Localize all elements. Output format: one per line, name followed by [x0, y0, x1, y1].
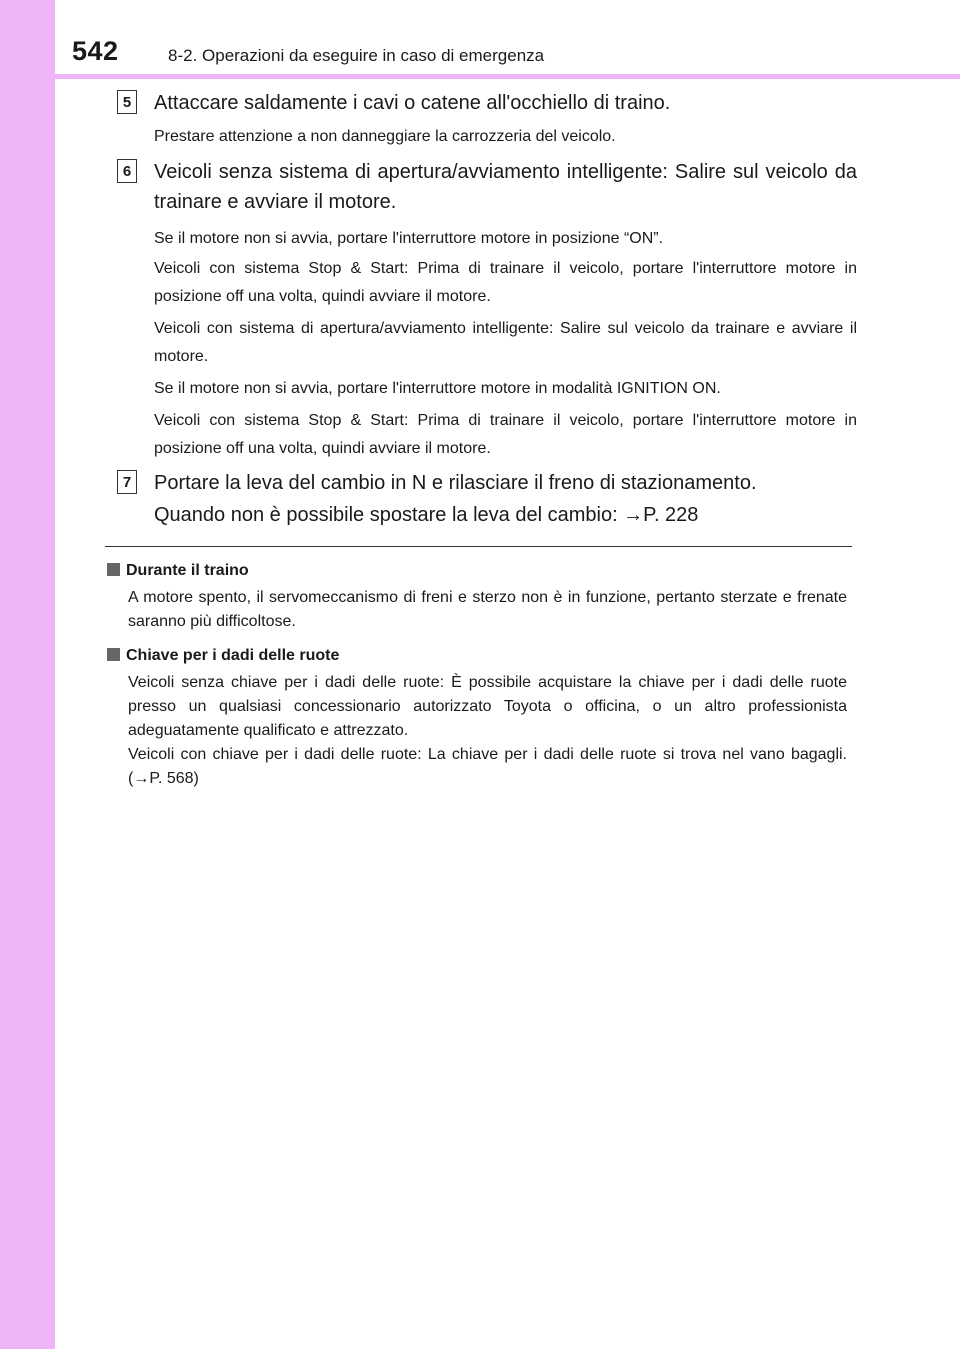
note-body: A motore spento, il servomeccanismo di freni e sterzo non è in funzione, pertanto sterzate e frenate saranno più difficoltose. — [128, 589, 847, 630]
note-heading — [107, 644, 847, 668]
note-body: Veicoli con chiave per i dadi delle ruote: La chiave per i dadi delle ruote si trova nel vano bagagli. (→P. 568) — [128, 746, 847, 787]
square-bullet-icon — [107, 563, 120, 576]
note-heading — [107, 559, 847, 583]
step-instruction: Portare la leva del cambio in N e rilasciare il freno di stazionamento. — [154, 472, 757, 494]
section-title: 8-2. Operazioni da eseguire in caso di emergenza — [168, 46, 545, 65]
step-number-badge: 6 — [117, 159, 137, 183]
step-reference: Quando non è possibile spostare la leva del cambio: →P. 228 — [154, 504, 699, 526]
step-note: Veicoli con sistema Stop & Start: Prima di trainare il veicolo, portare l'interruttore motore in posizione off una volta, quindi avviare il motore. — [154, 260, 857, 305]
step-instruction: Veicoli senza sistema di apertura/avviamento intelligente: Salire sul veicolo da trainare e avviare il motore. — [154, 161, 857, 213]
header-rule — [55, 74, 960, 79]
note-heading-text: Durante il traino — [126, 562, 249, 579]
step-note: Veicoli con sistema di apertura/avviamento intelligente: Salire sul veicolo da trainare e avviare il motore. — [154, 320, 857, 365]
note-chiave-dadi — [107, 644, 847, 791]
page-number: 542 — [72, 36, 119, 66]
step-number-badge: 5 — [117, 90, 137, 114]
step-5 — [117, 88, 857, 151]
step-note: Se il motore non si avvia, portare l'interruttore motore in posizione “ON”. — [154, 230, 664, 247]
square-bullet-icon — [107, 648, 120, 661]
step-note: Veicoli con sistema Stop & Start: Prima di trainare il veicolo, portare l'interruttore motore in posizione off una volta, quindi avviare il motore. — [154, 412, 857, 457]
step-instruction: Attaccare saldamente i cavi o catene all'occhiello di traino. — [154, 92, 671, 114]
step-6 — [117, 157, 857, 463]
step-note: Se il motore non si avvia, portare l'interruttore motore in modalità IGNITION ON. — [154, 380, 721, 397]
step-number-badge: 7 — [117, 470, 137, 494]
side-color-band — [0, 0, 55, 1349]
note-durante-traino — [107, 559, 847, 634]
section-divider — [105, 546, 852, 547]
step-7 — [117, 468, 857, 530]
note-heading-text: Chiave per i dadi delle ruote — [126, 647, 340, 664]
note-body: Veicoli senza chiave per i dadi delle ruote: È possibile acquistare la chiave per i dadi delle ruote presso un qualsiasi concessionario autorizzato Toyota o officina, o un altro professionista adeguatamente qualificato e attrezzato. — [128, 674, 847, 739]
step-note: Prestare attenzione a non danneggiare la carrozzeria del veicolo. — [154, 128, 616, 145]
